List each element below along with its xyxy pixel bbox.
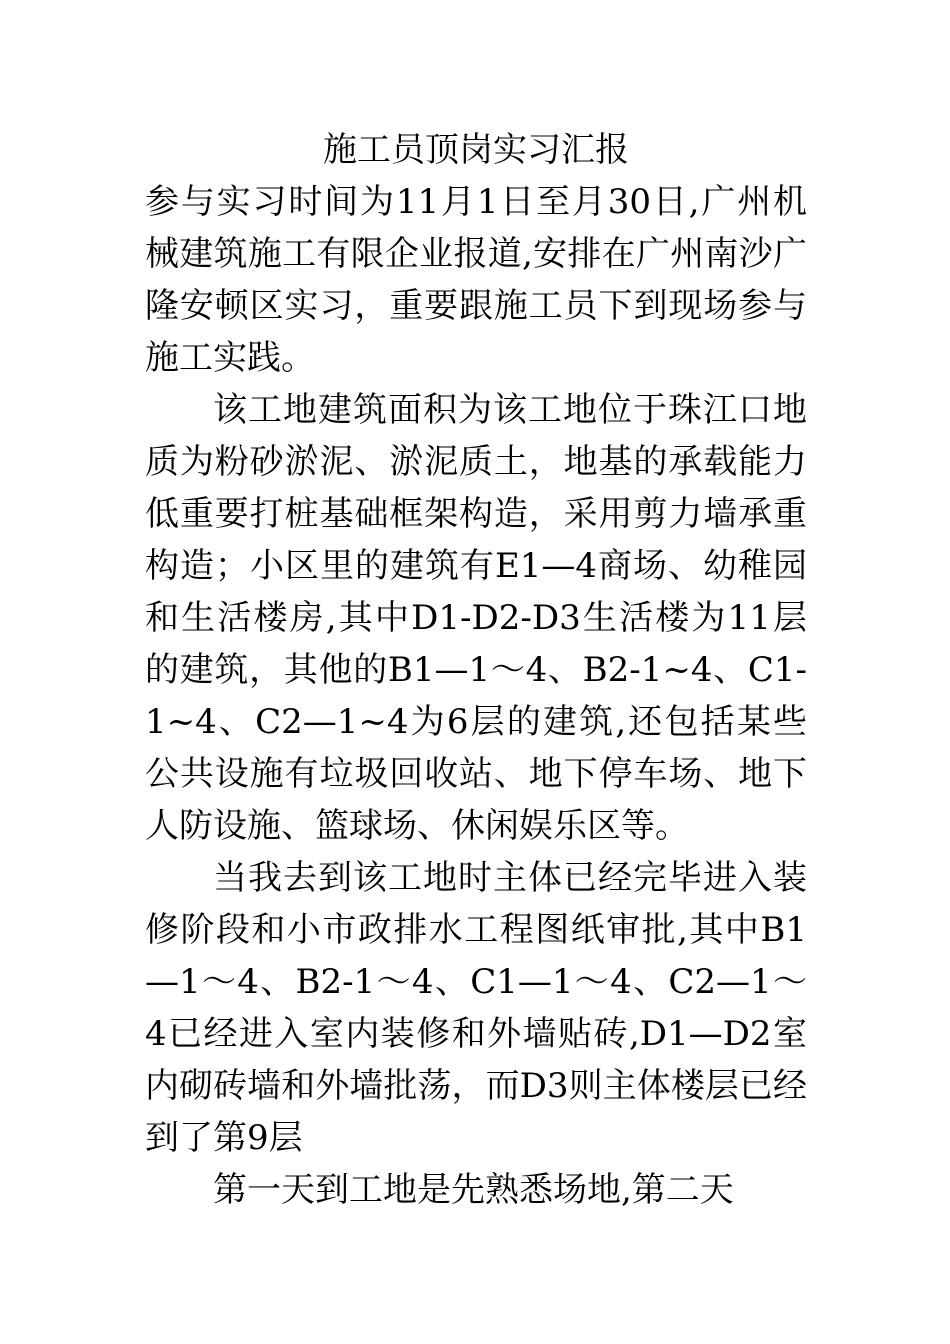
paragraph-3: 当我去到该工地时主体已经完毕进入装修阶段和小市政排水工程图纸审批,其中B1—1～4、B2-1～4、C1—1～4、C2—1～4已经进入室内装修和外墙贴砖,D1—D2室内砌砖墙和外墙批荡，而D3则主体楼层已经到了第9层	[145, 858, 807, 1158]
paragraph-4: 第一天到工地是先熟悉场地,第二天	[213, 1170, 734, 1210]
document-title: 施工员顶岗实习汇报	[323, 130, 629, 170]
paragraph-1: 参与实习时间为11月1日至月30日,广州机械建筑施工有限企业报道,安排在广州南沙广隆安顿区实习，重要跟施工员下到现场参与施工实践。	[145, 182, 807, 378]
document-body	[145, 122, 807, 1216]
paragraph-2: 该工地建筑面积为该工地位于珠江口地质为粉砂淤泥、淤泥质土，地基的承载能力低重要打桩基础框架构造，采用剪力墙承重构造；小区里的建筑有E1—4商场、幼稚园和生活楼房,其中D1-D2-D3生活楼为11层的建筑，其他的B1—1～4、B2-1~4、C1-1~4、C2—1~4为6层的建筑,还包括某些公共设施有垃圾回收站、地下停车场、地下人防设施、篮球场、休闲娱乐区等。	[145, 390, 807, 846]
